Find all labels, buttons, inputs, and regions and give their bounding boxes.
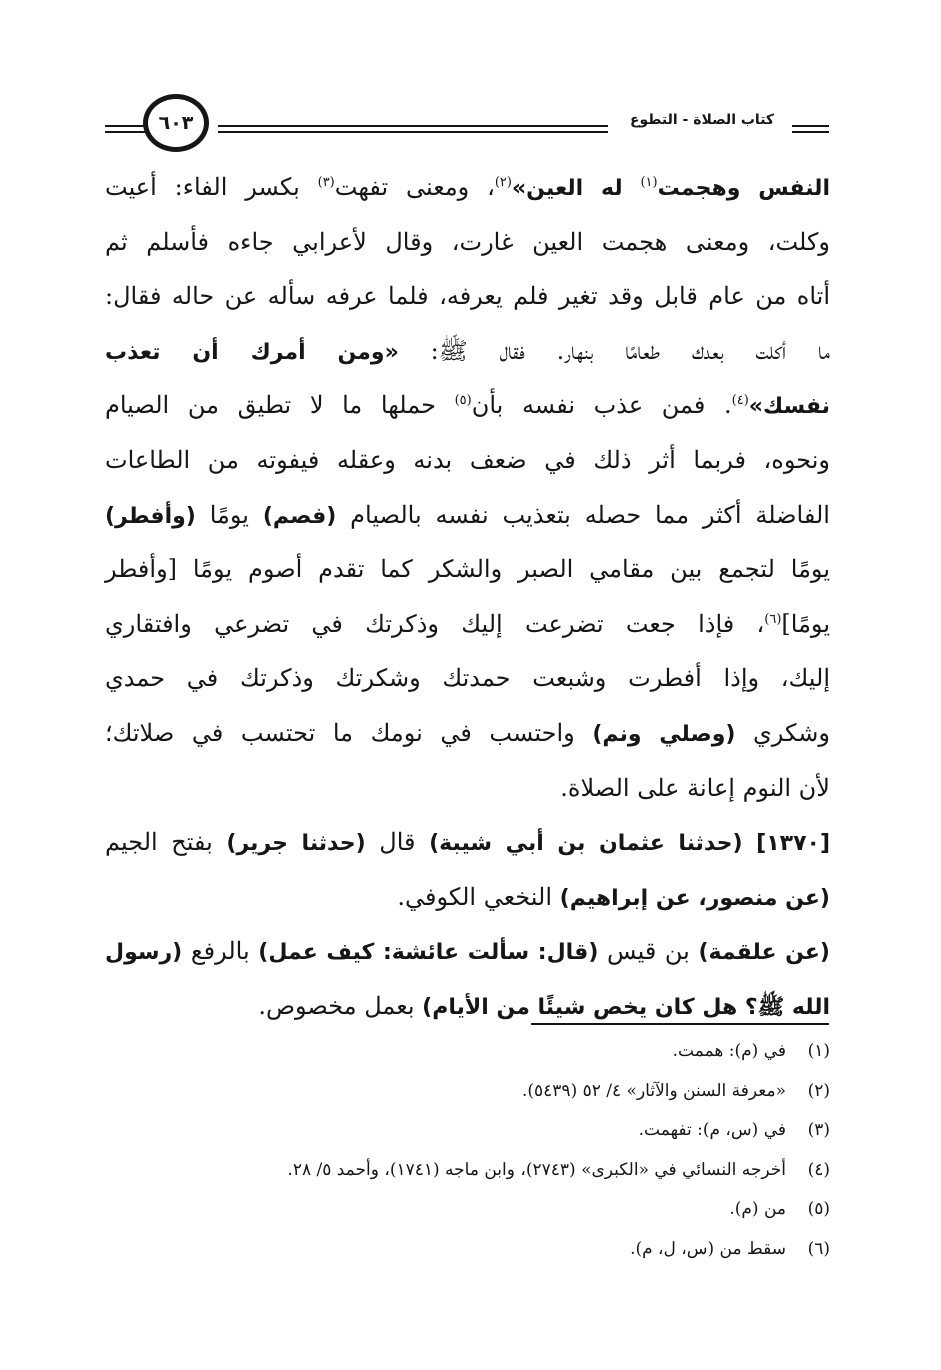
header-rule bbox=[218, 131, 608, 133]
footnote-ref[interactable]: (٢) bbox=[494, 175, 512, 190]
text-line: يومًا]$^{(٦)}$، فإذا جعت تضرعت إليك وذكرتك في تضرعي وافتقاري bbox=[105, 609, 830, 638]
text-line: نفسك»$^{(٤)}$. فمن عذب نفسه بأن$^{(٥)}$ حملها ما لا تطيق من الصيام bbox=[105, 391, 830, 420]
header-rule bbox=[218, 125, 608, 127]
main-text bbox=[105, 160, 830, 1034]
footnote bbox=[105, 1190, 830, 1230]
text-line: لأن النوم إعانة على الصلاة. bbox=[560, 773, 830, 802]
text-line: النفس وهجمت$^{(١)}$ له العين»$^{(٢)}$، ومعنى تفهت$^{(٣)}$ بكسر الفاء: أعيت bbox=[105, 173, 830, 201]
text-line: ونحوه، فربما أثر ذلك في ضعف بدنه وعقله فيفوته من الطاعات bbox=[105, 445, 831, 474]
text-line: (عن منصور، عن إبراهيم) النخعي الكوفي. bbox=[397, 882, 830, 911]
footnote-ref[interactable]: (٣) bbox=[317, 175, 335, 190]
footnote-ref[interactable]: (٤) bbox=[731, 393, 749, 409]
footnotes bbox=[105, 1032, 830, 1269]
footnote bbox=[105, 1230, 830, 1270]
footnote-text: «معرفة السنن والآثار» ٤/ ٥٢ (٥٤٣٩). bbox=[521, 1080, 786, 1101]
footnote-ref[interactable]: (٥) bbox=[454, 393, 472, 409]
footnote-number: (١) bbox=[807, 1041, 830, 1061]
footnote-text: في (م): هممت. bbox=[672, 1041, 786, 1061]
footnote-divider bbox=[531, 1023, 829, 1025]
footnote bbox=[105, 1111, 830, 1151]
footnote-ref[interactable]: (١) bbox=[640, 175, 658, 190]
footnote-number: (٦) bbox=[807, 1238, 830, 1259]
footnote-number: (٢) bbox=[807, 1080, 830, 1101]
text-line: (عن علقمة) بن قيس (قال: سألت عائشة: كيف عمل) بالرفع (رسول bbox=[105, 937, 830, 966]
footnote-number: (٣) bbox=[807, 1120, 830, 1140]
footnote-text: أخرجه النسائي في «الكبرى» (٢٧٤٣)، وابن ماجه (١٧٤١)، وأحمد ٥/ ٢٨. bbox=[287, 1159, 786, 1180]
text-line: الفاضلة أكثر مما حصله بتعذيب نفسه بالصيام (فصم) يومًا (وأفطر) bbox=[105, 500, 830, 529]
page-number: ٦٠٣ bbox=[158, 112, 194, 134]
text-line: أتاه من عام قابل وقد تغير فلم يعرفه، فلما عرفه سأله عن حاله فقال: bbox=[105, 282, 830, 311]
text-line: يومًا لتجمع بين مقامي الصبر والشكر كما تقدم أصوم يومًا [وأفطر bbox=[105, 555, 830, 584]
text-line: ما أكلت بعدك طعامًا بنهار. فقال ﷺ: «ومن أمرك أن تعذب bbox=[105, 336, 830, 365]
page-number-badge bbox=[143, 94, 209, 152]
header-rule bbox=[792, 125, 829, 127]
running-title: كتاب الصلاة - التطوع bbox=[629, 112, 775, 128]
footnote-text: سقط من (س، ل، م). bbox=[630, 1238, 786, 1259]
footnote-text: في (س، م): تفهمت. bbox=[638, 1120, 786, 1140]
text-line: إليك، وإذا أفطرت وشبعت حمدتك وشكرتك وذكرتك في حمدي bbox=[105, 664, 830, 693]
footnote bbox=[105, 1151, 830, 1191]
footnote bbox=[105, 1032, 830, 1072]
text-line: وكلت، ومعنى هجمت العين غارت، وقال لأعرابي جاءه فأسلم ثم bbox=[105, 227, 830, 256]
footnote-text: من (م). bbox=[729, 1199, 786, 1219]
footnote bbox=[105, 1072, 830, 1112]
text-line: الله ﷺ؟ هل كان يخص شيئًا من الأيام) بعمل مخصوص. bbox=[258, 991, 830, 1020]
text-line: وشكري (وصلي ونم) واحتسب في نومك ما تحتسب في صلاتك؛ bbox=[105, 718, 831, 747]
footnote-number: (٤) bbox=[807, 1159, 830, 1180]
footnote-ref[interactable]: (٦) bbox=[764, 611, 782, 627]
footnote-number: (٥) bbox=[807, 1199, 830, 1219]
text-line: [١٣٧٠] (حدثنا عثمان بن أبي شيبة) قال (حدثنا جرير) بفتح الجيم bbox=[105, 828, 830, 857]
header-rule bbox=[792, 131, 829, 133]
